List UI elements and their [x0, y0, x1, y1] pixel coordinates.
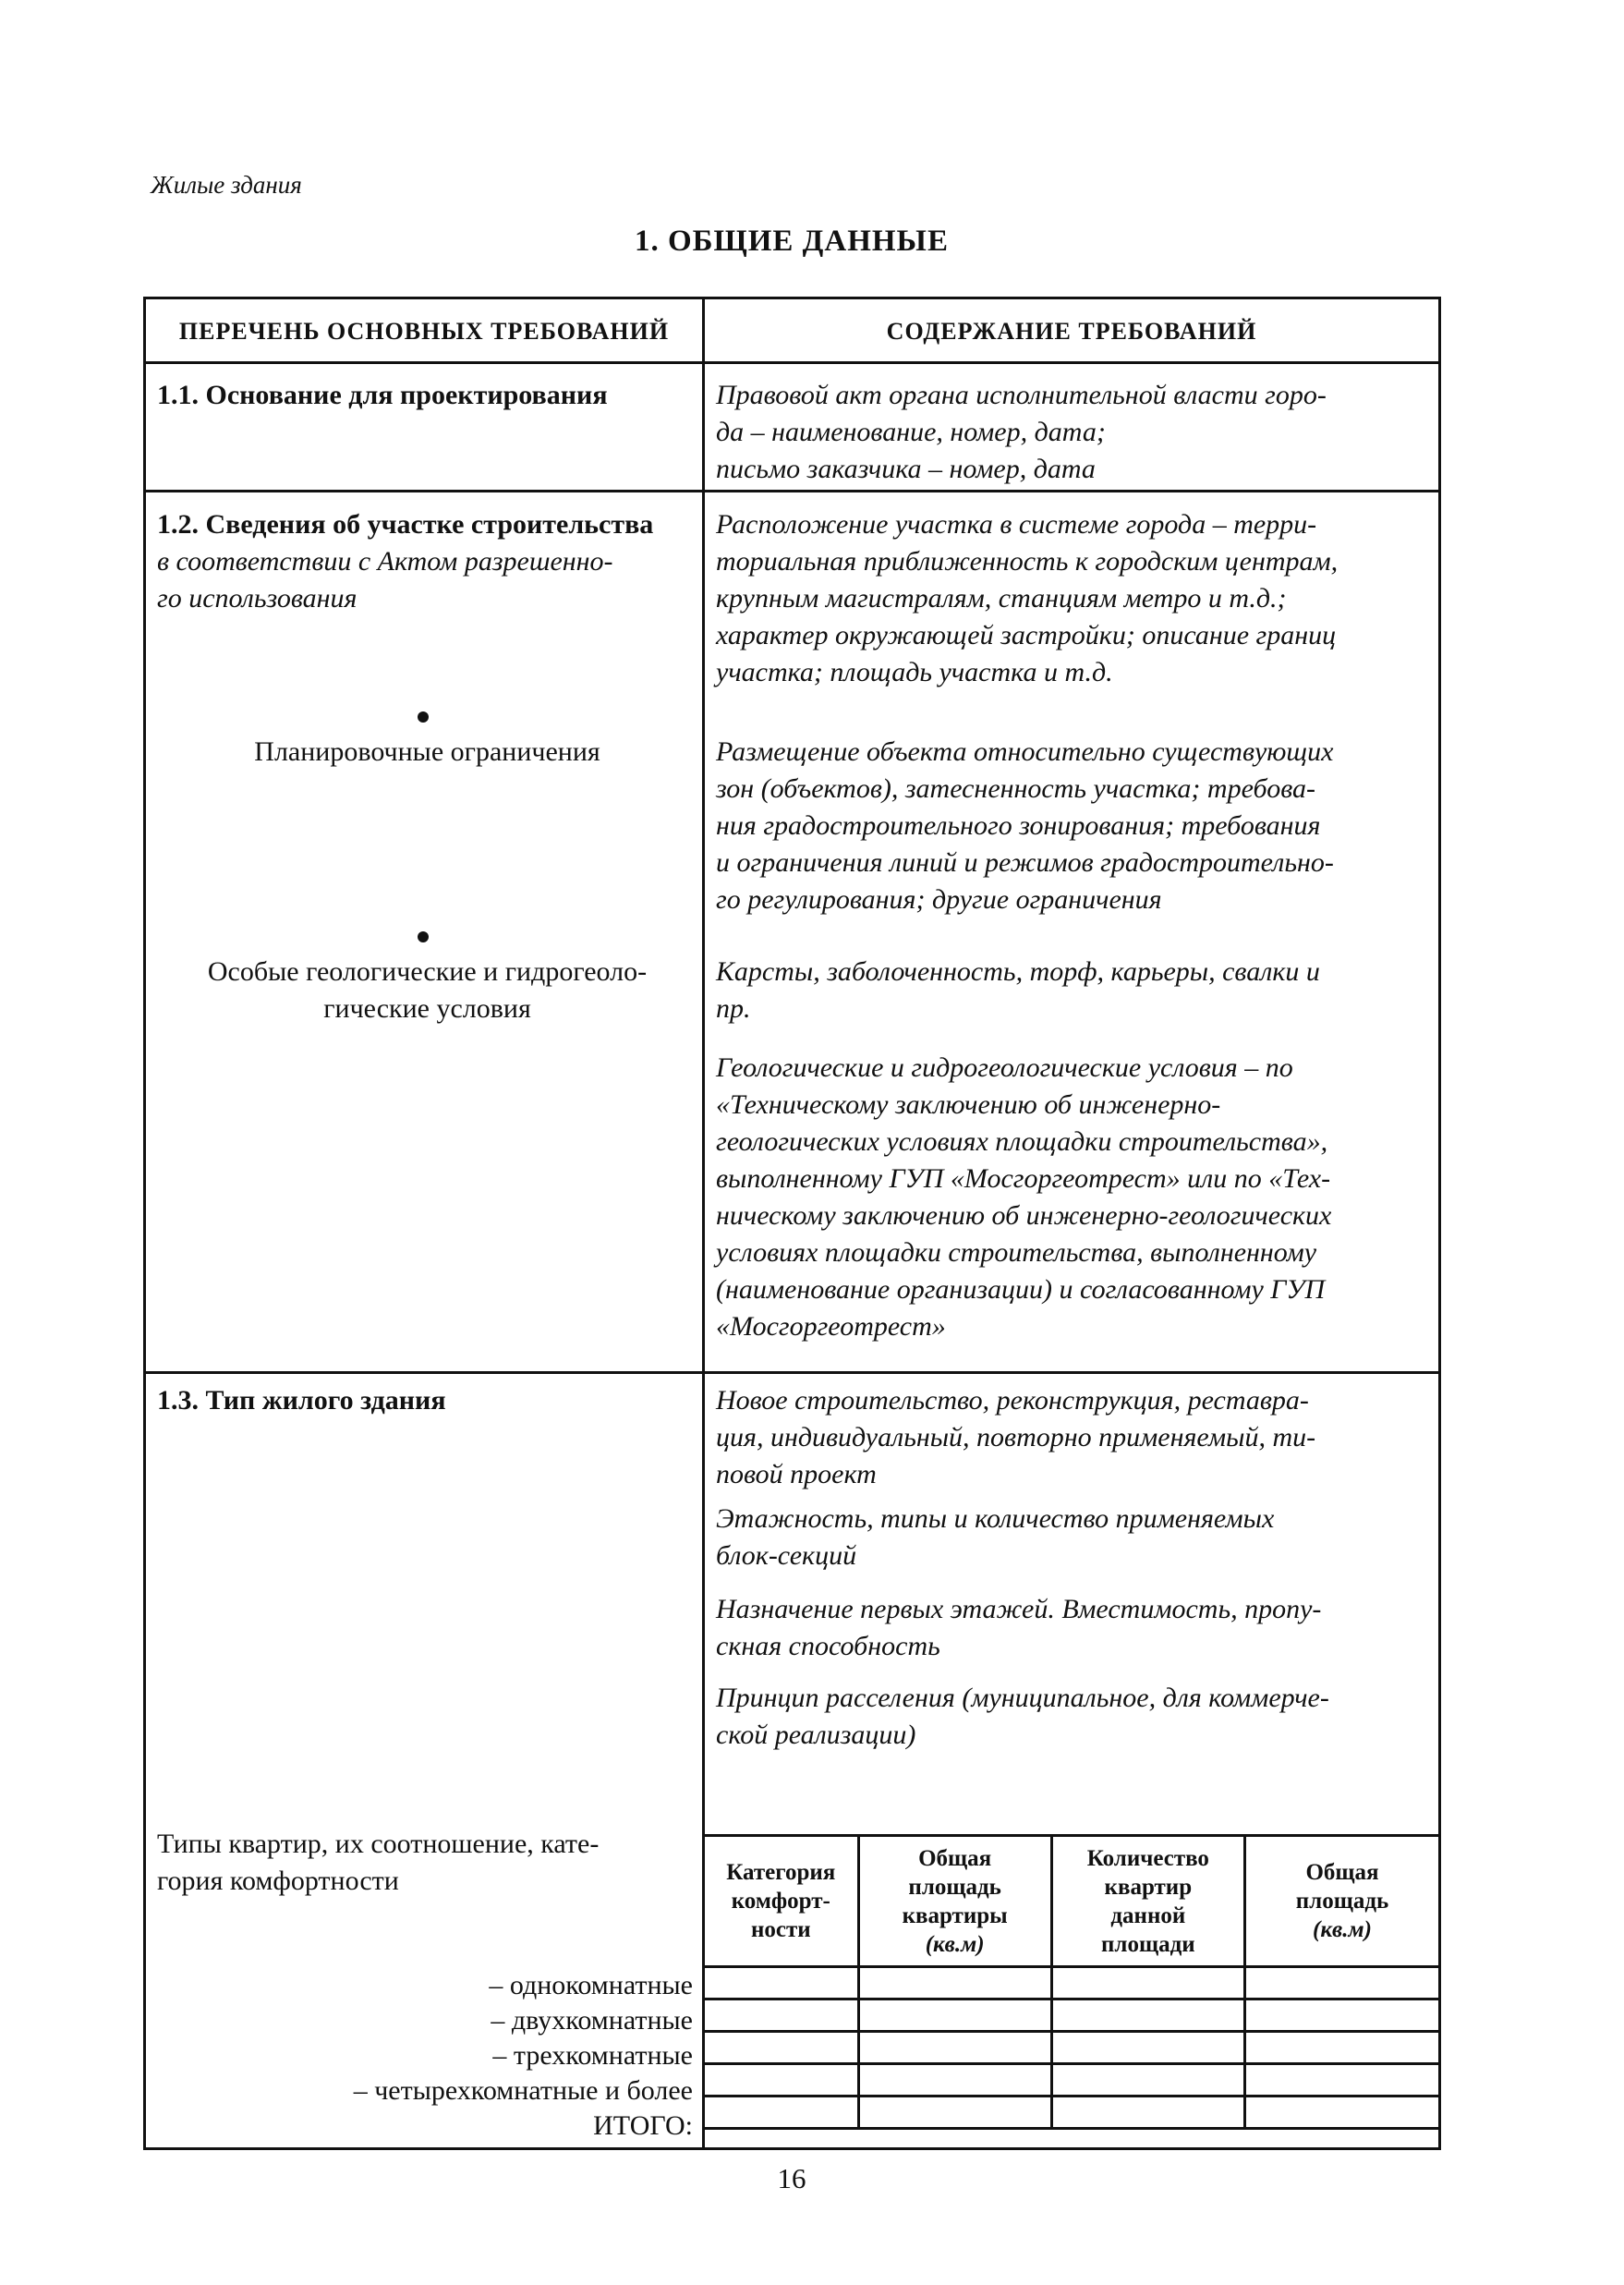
- mini-header-total-area: Общая площадь (кв.м): [1244, 1836, 1439, 1967]
- table-cell[interactable]: [858, 2097, 1051, 2129]
- page-number: 16: [777, 2162, 806, 2194]
- table-cell[interactable]: [858, 1999, 1051, 2032]
- building-type-content-3: Назначение первых этажей. Вместимость, пропу- скная способность: [716, 1594, 1322, 1661]
- section-1-1-content: Правовой акт органа исполнительной власти горо- да – наименование, номер, дата; письмо заказчика – номер, дата: [716, 380, 1327, 484]
- apartment-types-label: Типы квартир, их соотношение, кате- гория комфортности: [157, 1829, 600, 1896]
- table-cell[interactable]: [1051, 1967, 1244, 1999]
- col-header-requirements: ПЕРЕЧЕНЬ ОСНОВНЫХ ТРЕБОВАНИЙ: [178, 318, 670, 345]
- running-head: Жилые здания: [151, 171, 302, 199]
- bullet-icon: [418, 711, 429, 723]
- apt-row-label: – двухкомнатные: [491, 2005, 693, 2036]
- mini-header-apt-area: Общая площадь квартиры (кв.м): [858, 1836, 1051, 1967]
- apt-row-label: – однокомнатные: [489, 1970, 693, 2000]
- table-cell[interactable]: [1051, 2064, 1244, 2097]
- table-cell[interactable]: [1244, 2064, 1439, 2097]
- table-row: [704, 2032, 1440, 2064]
- section-1-1-label: 1.1. Основание для проектирования: [157, 380, 608, 410]
- apt-row-label: ИТОГО:: [593, 2110, 693, 2141]
- table-cell[interactable]: [1051, 2032, 1244, 2064]
- section-1-2-label: 1.2. Сведения об участке строительства в соответствии с Актом разрешенно- го использования: [157, 509, 654, 614]
- table-row: [704, 1999, 1440, 2032]
- apartment-rows-labels: [157, 1968, 693, 2144]
- col-header-content: СОДЕРЖАНИЕ ТРЕБОВАНИЙ: [886, 318, 1257, 345]
- mini-header-category: Категория комфорт- ности: [704, 1836, 859, 1967]
- table-cell[interactable]: [704, 2097, 859, 2129]
- table-row: [704, 2097, 1440, 2129]
- table-cell[interactable]: [704, 1999, 859, 2032]
- section-1-3-label: 1.3. Тип жилого здания: [157, 1385, 446, 1416]
- row-divider: [146, 1371, 1438, 1374]
- table-row: [704, 1967, 1440, 1999]
- table-cell[interactable]: [1244, 2032, 1439, 2064]
- table-cell[interactable]: [1051, 1999, 1244, 2032]
- planning-restrictions-content: Размещение объекта относительно существующих зон (объектов), затесненность участка; требова- ния градостроительного зонирования; требования и ограничения линий и режимов градостроительно- го регулирования; другие ограничения: [716, 736, 1334, 915]
- table-cell[interactable]: [858, 2032, 1051, 2064]
- table-cell[interactable]: [858, 2064, 1051, 2097]
- section-title: 1. ОБЩИЕ ДАННЫЕ: [635, 225, 949, 258]
- table-cell[interactable]: [704, 2032, 859, 2064]
- apt-row-label: – трехкомнатные: [492, 2040, 693, 2071]
- table-row: [704, 2064, 1440, 2097]
- geology-content-a: Карсты, заболоченность, торф, карьеры, свалки и пр.: [716, 956, 1320, 1024]
- requirements-table: [143, 297, 1441, 2150]
- table-cell[interactable]: [1244, 2097, 1439, 2129]
- row-divider: [146, 490, 1438, 492]
- table-cell[interactable]: [704, 1967, 859, 1999]
- table-cell[interactable]: [858, 1967, 1051, 1999]
- apt-row-label: – четырехкомнатные и более: [353, 2075, 693, 2106]
- section-1-2-content: Расположение участка в системе города – терри- ториальная приближенность к городским центрам, крупным магистралям, станциям метро и т.д.; характер окружающей застройки; описание границ участка; площадь участка и т.д.: [716, 509, 1339, 687]
- building-type-content-2: Этажность, типы и количество применяемых блок-секций: [716, 1503, 1275, 1571]
- building-type-content-4: Принцип расселения (муниципальное, для коммерче- ской реализации): [716, 1683, 1329, 1750]
- table-cell[interactable]: [1051, 2097, 1244, 2129]
- building-type-content-1: Новое строительство, реконструкция, реставра- ция, индивидуальный, повторно применяемый, ти- повой проект: [716, 1385, 1316, 1489]
- table-cell[interactable]: [704, 2064, 859, 2097]
- bullet-icon: [418, 931, 429, 942]
- planning-restrictions-label: Планировочные ограничения: [254, 736, 600, 767]
- apartments-table: [702, 1834, 1441, 2130]
- geology-label: Особые геологические и гидрогеоло- гические условия: [207, 956, 648, 1024]
- table-cell[interactable]: [1244, 1999, 1439, 2032]
- geology-content-b: Геологические и гидрогеологические условия – по «Техническому заключению об инженерно- геологических условиях площадки строительства», выполненному ГУП «Мосгоргеотрест» или по «Тех- ническому заключению об инженерно-геологических условиях площадки строительства, выполненному (наименование организации) и согласованному ГУП «Мосгоргеотрест»: [716, 1052, 1332, 1342]
- table-cell[interactable]: [1244, 1967, 1439, 1999]
- mini-header-apt-count: Количество квартир данной площади: [1051, 1836, 1244, 1967]
